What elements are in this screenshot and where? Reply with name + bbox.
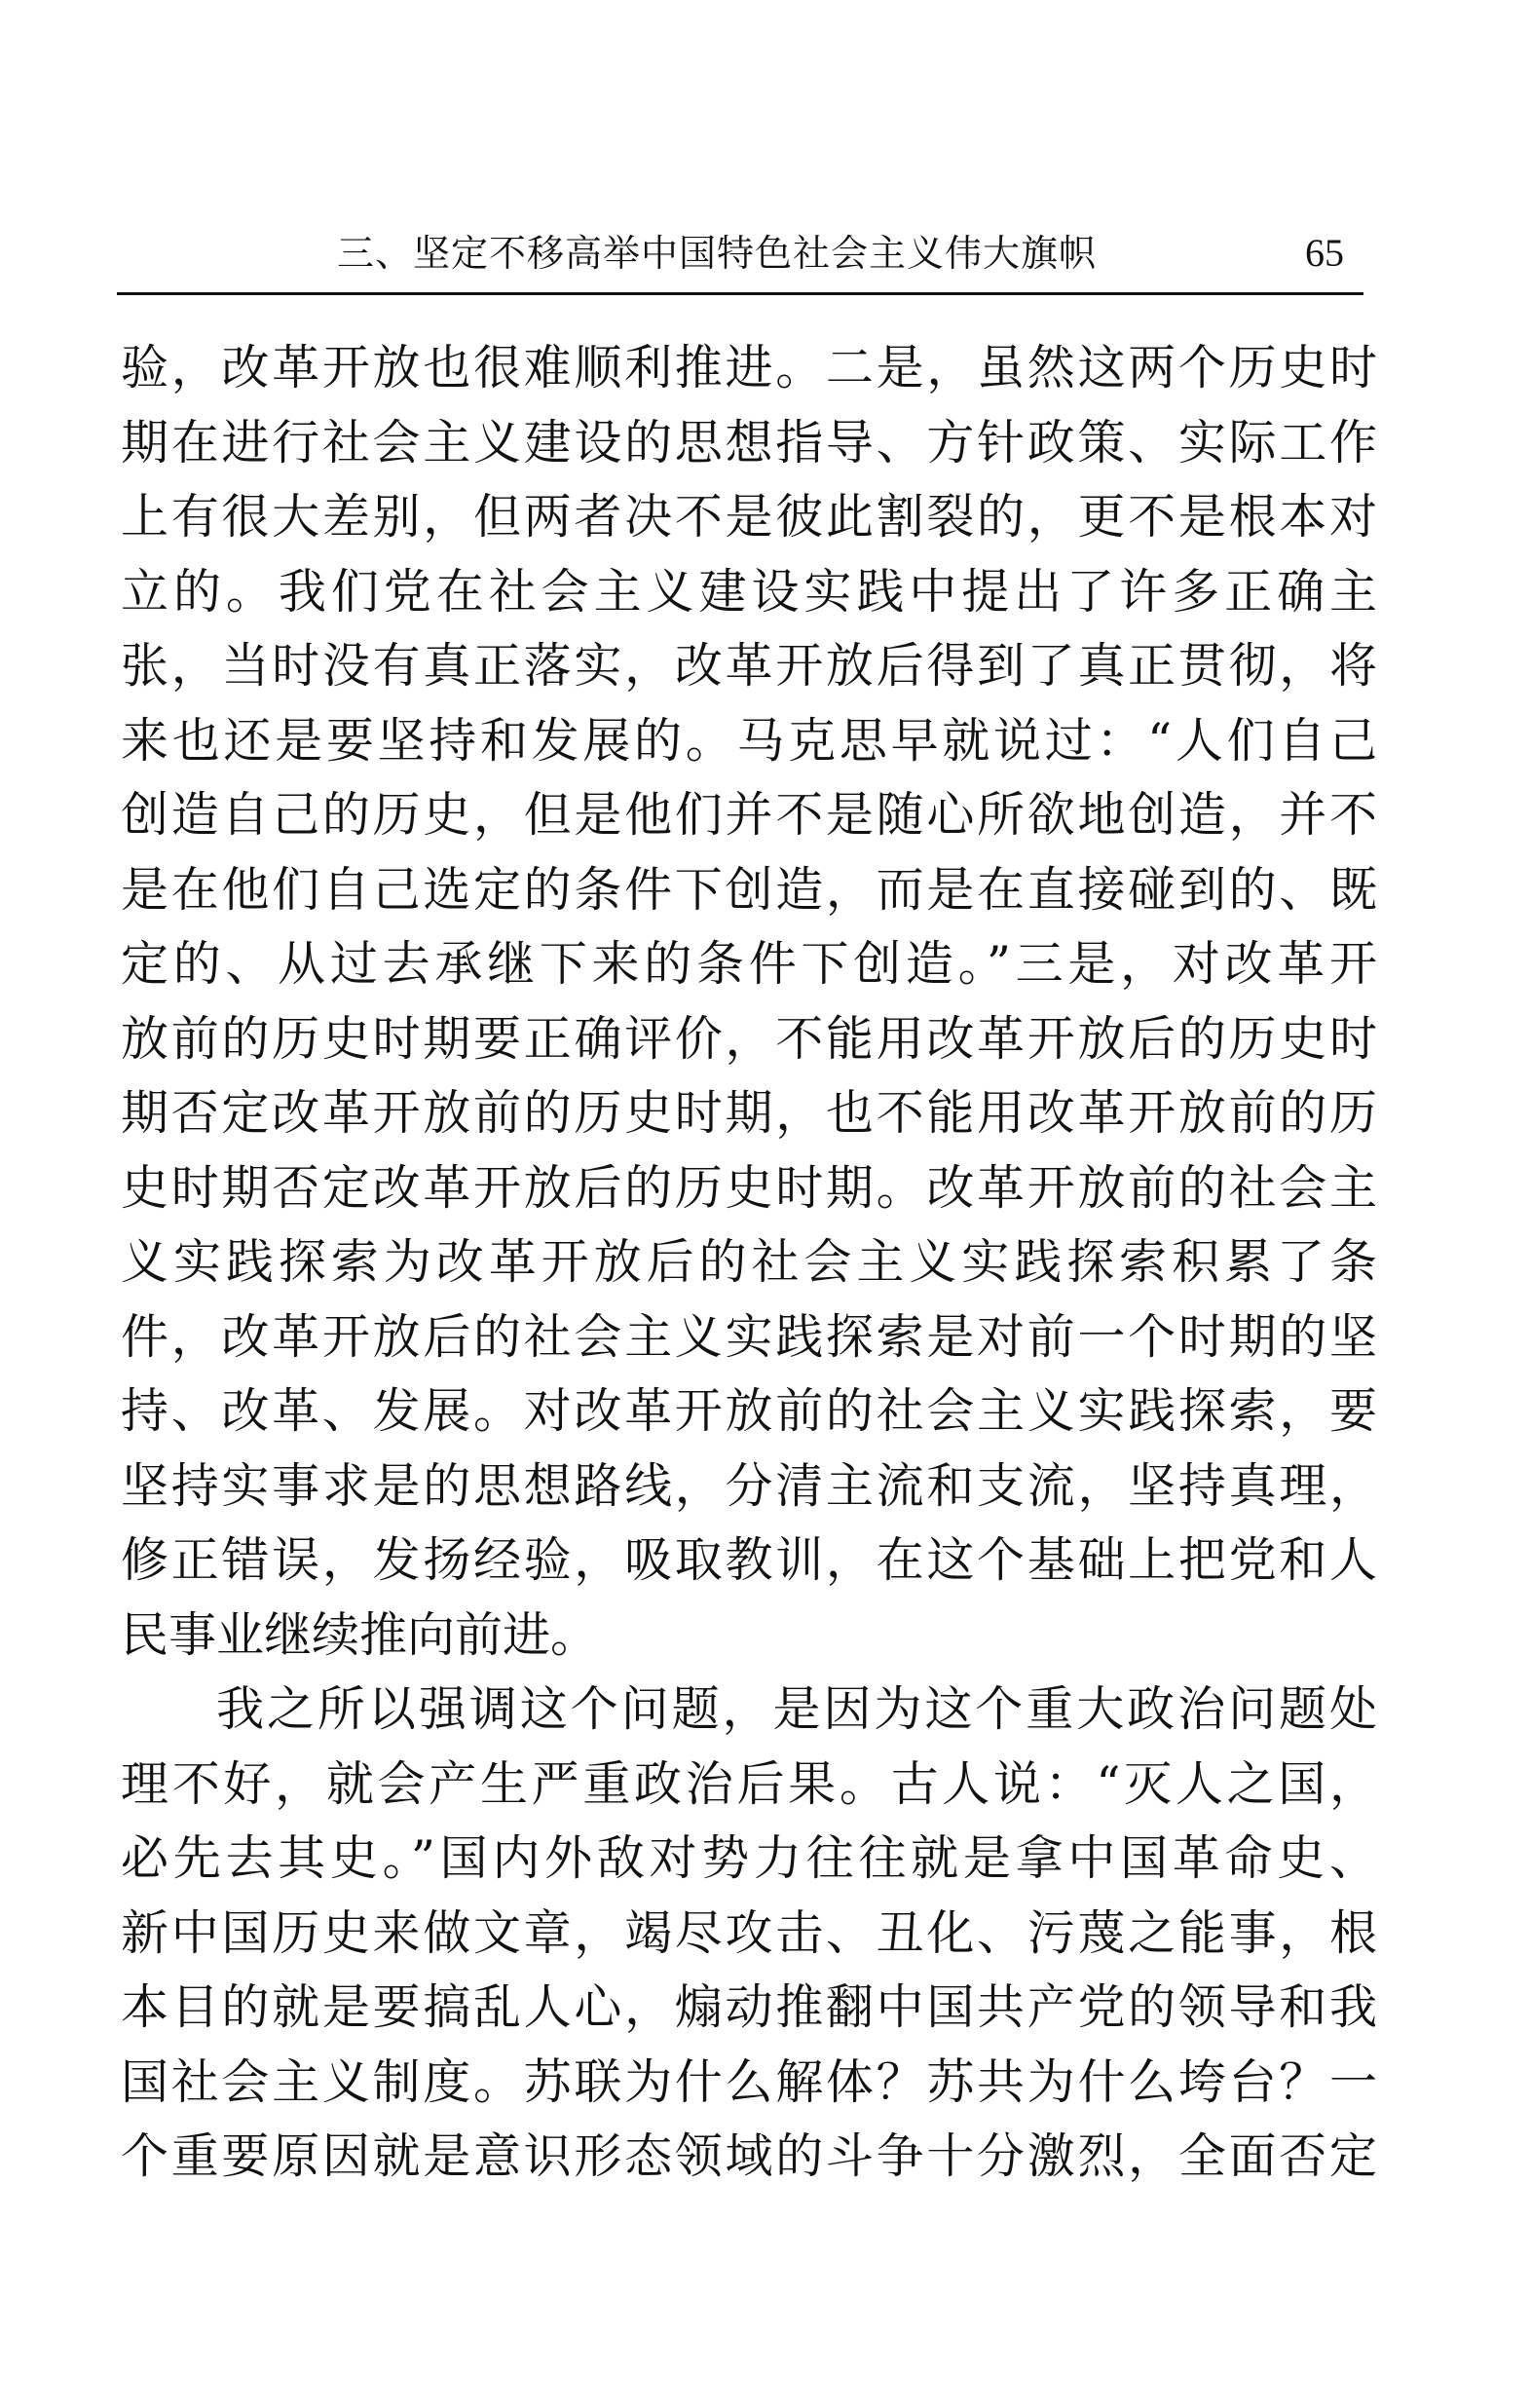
text-line: 史时期否定改革开放后的历史时期。改革开放前的社会主	[121, 1159, 1377, 1216]
paragraph-end-line: 民事业继续推向前进。	[121, 1606, 599, 1663]
text-line: 验，改革开放也很难顺利推进。二是，虽然这两个历史时	[121, 340, 1377, 395]
text-line: 本目的就是要搞乱人心，煽动推翻中国共产党的领导和我	[121, 1979, 1377, 2035]
text-line: 来也还是要坚持和发展的。马克思早就说过：“人们自己	[121, 712, 1377, 769]
running-title: 三、坚定不移高举中国特色社会主义伟大旗帜	[337, 232, 1098, 275]
text-line: 上有很大差别，但两者决不是彼此割裂的，更不是根本对	[121, 489, 1377, 545]
text-line: 必先去其史。”国内外敌对势力往往就是拿中国革命史、	[121, 1830, 1377, 1886]
text-line: 持、改革、发展。对改革开放前的社会主义实践探索，要	[121, 1383, 1377, 1439]
header-rule	[117, 292, 1363, 295]
text-line: 放前的历史时期要正确评价，不能用改革开放后的历史时	[121, 1010, 1377, 1067]
text-line: 坚持实事求是的思想路线，分清主流和支流，坚持真理，	[121, 1457, 1377, 1514]
text-line: 件，改革开放后的社会主义实践探索是对前一个时期的坚	[121, 1308, 1377, 1365]
text-line: 期否定改革开放前的历史时期，也不能用改革开放前的历	[121, 1085, 1377, 1141]
page-number: 65	[1305, 231, 1344, 275]
paragraph-first-line: 我之所以强调这个问题，是因为这个重大政治问题处	[216, 1681, 1377, 1737]
text-line: 理不好，就会产生严重政治后果。古人说：“灭人之国，	[121, 1755, 1377, 1812]
text-line: 个重要原因就是意识形态领域的斗争十分激烈，全面否定	[121, 2128, 1377, 2184]
text-line: 立的。我们党在社会主义建设实践中提出了许多正确主	[121, 563, 1377, 620]
text-line: 定的、从过去承继下来的条件下创造。”三是，对改革开	[121, 936, 1377, 992]
text-line: 修正错误，发扬经验，吸取教训，在这个基础上把党和人	[121, 1532, 1377, 1588]
text-line: 期在进行社会主义建设的思想指导、方针政策、实际工作	[121, 414, 1377, 470]
text-line: 张，当时没有真正落实，改革开放后得到了真正贯彻，将	[121, 638, 1377, 694]
text-line: 国社会主义制度。苏联为什么解体？苏共为什么垮台？一	[121, 2053, 1377, 2110]
body-text	[121, 331, 1377, 2195]
running-head	[117, 222, 1363, 284]
text-line: 是在他们自己选定的条件下创造，而是在直接碰到的、既	[121, 861, 1377, 918]
text-line: 创造自己的历史，但是他们并不是随心所欲地创造，并不	[121, 787, 1377, 843]
text-line: 义实践探索为改革开放后的社会主义实践探索积累了条	[121, 1234, 1377, 1290]
text-line: 新中国历史来做文章，竭尽攻击、丑化、污蔑之能事，根	[121, 1904, 1377, 1961]
